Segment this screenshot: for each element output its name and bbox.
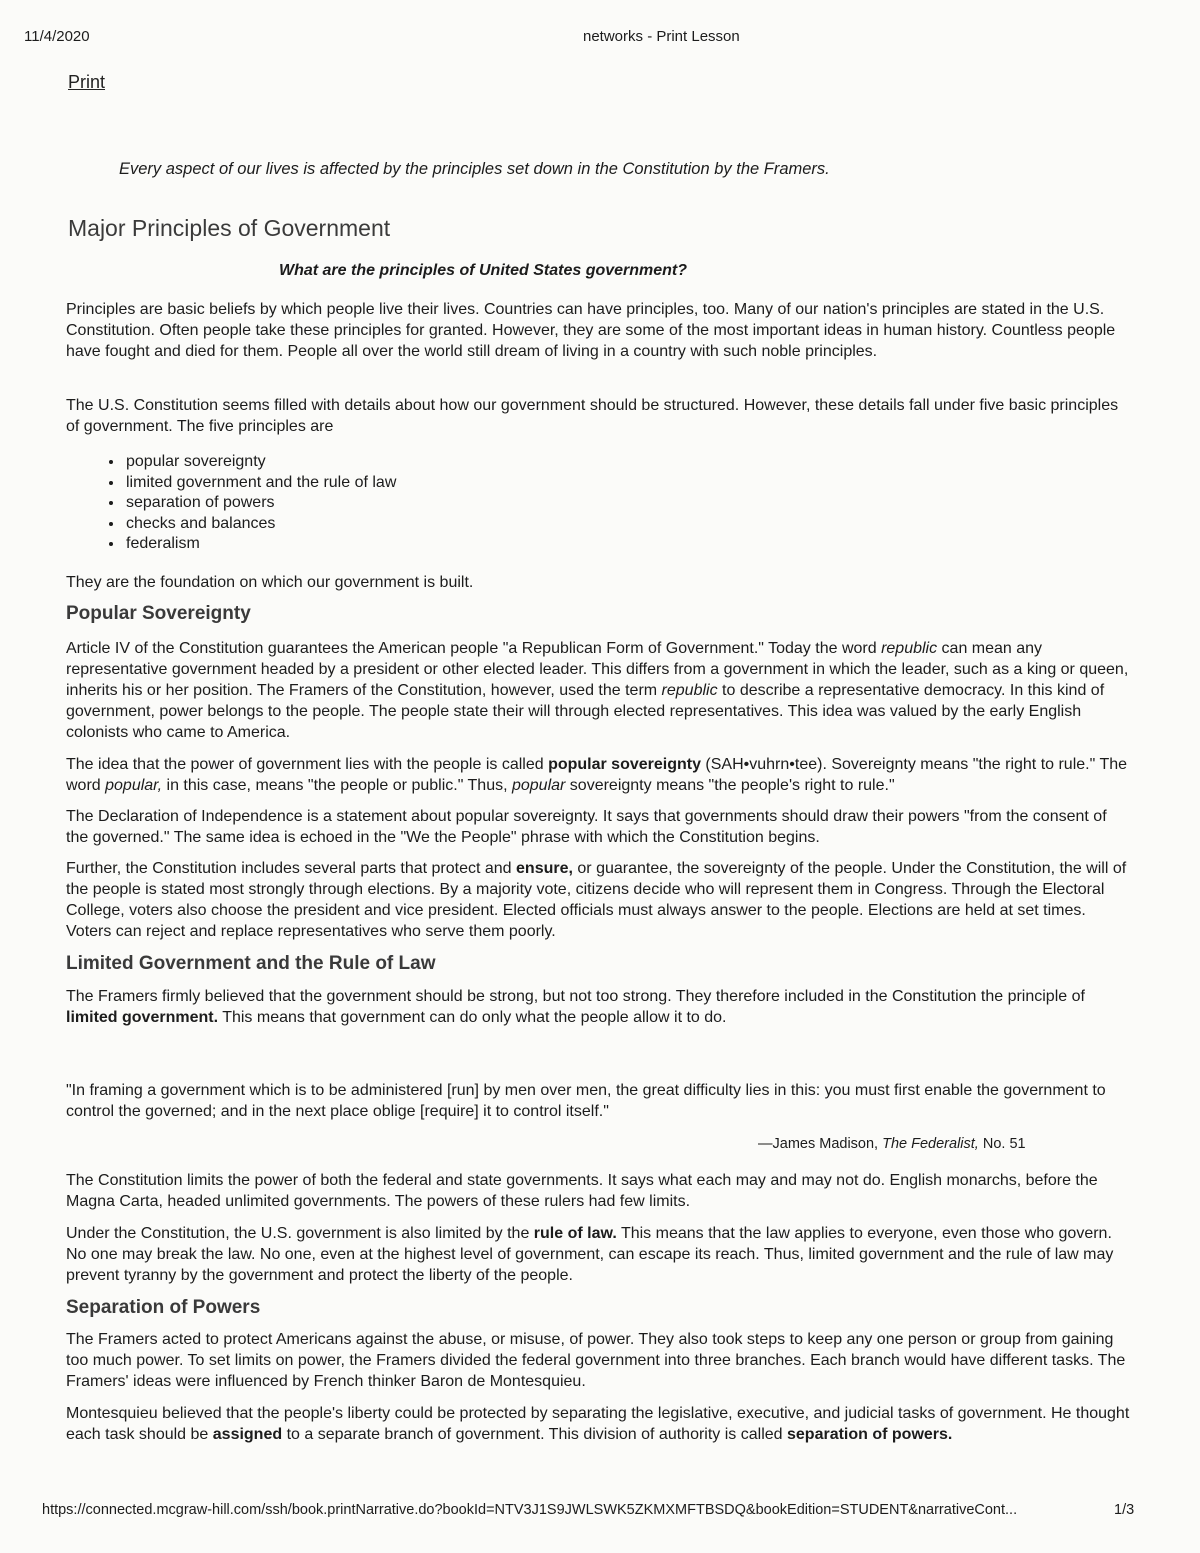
text-span: The Constitution limits the power of both the federal and state governments. It says what each may and may not do. English monarchs, before the Magna Carta, headed unlimited governments. The powers of these rulers had few limits. (66, 1172, 1098, 1210)
list-item: • checks and balances (124, 514, 1124, 535)
list-item: • limited government and the rule of law (124, 473, 1124, 494)
paragraph (66, 1223, 1130, 1286)
text-span: The Declaration of Independence is a statement about popular sovereignty. It says that governments should draw their powers "from the consent of the governed." The same idea is echoed in the "We the People" phrase with which the Constitution begins. (66, 808, 1107, 846)
term-separation-of-powers: separation of powers. (787, 1426, 953, 1443)
heading-limited-government: Limited Government and the Rule of Law (66, 953, 436, 974)
list-item: • popular sovereignty (124, 452, 1124, 473)
text-span: to a separate branch of government. This division of authority is called (282, 1426, 787, 1443)
text-span: Under the Constitution, the U.S. government is also limited by the (66, 1225, 534, 1242)
text-span: republic (661, 682, 718, 699)
quote-text: "In framing a government which is to be administered [run] by men over men, the great difficulty lies in this: you must first enable the government to control the governed; and in the next place oblige [require] it to control itself." (66, 1082, 1106, 1120)
section-title: Major Principles of Government (68, 215, 391, 241)
principles-intro-2 (66, 395, 1130, 437)
text-span: This means that the law applies to everyone, even those who govern. No one may break the law. No one, even at the highest level of government, can escape its reach. Thus, limited government and the rule of law may prevent tyranny by the government and protect the liberty of the people. (66, 1225, 1114, 1284)
text-span: (SAH•vuhrn•tee). Sovereignty means "the right to rule." The word (66, 756, 1128, 794)
intro-sentence: Every aspect of our lives is affected by the principles set down in the Constitution by the Framers. (119, 160, 830, 178)
text-span: No. 51 (978, 1136, 1026, 1152)
page-header-title: networks - Print Lesson (583, 28, 740, 45)
text-span: sovereignty means "the people's right to rule." (565, 777, 895, 794)
print-link[interactable]: Print (68, 72, 106, 92)
paragraph (66, 1329, 1130, 1392)
text-span: The Federalist, (882, 1136, 979, 1152)
text-span: can mean any representative government headed by a president or other elected leader. This differs from a government in which the leader, such as a king or queen, inherits his or her position. The Framers of the Constitution, however, used the term (66, 640, 1129, 699)
term-ensure: ensure, (516, 860, 573, 877)
quote-attribution (758, 1136, 1026, 1152)
madison-quote (66, 1080, 1130, 1122)
paragraph (66, 986, 1130, 1028)
guiding-question: What are the principles of United States government? (278, 262, 688, 279)
print-date: 11/4/2020 (24, 28, 90, 45)
text-span: Further, the Constitution includes several parts that protect and (66, 860, 517, 877)
footer-url: https://connected.mcgraw-hill.com/ssh/book.printNarrative.do?bookId=NTV3J1S9JWLSWK5ZKMXMFTBSDQ&bookEdition=STUDENT&narrativeCont... (42, 1502, 1018, 1518)
paragraph (66, 806, 1130, 848)
text-span: or guarantee, the sovereignty of the people. Under the Constitution, the will of the people is stated most strongly through elections. By a majority vote, citizens decide who will represent them in Congress. Through the Electoral College, voters also choose the president and vice president. Elected officials must always answer to the people. Elections are held at set times. Voters can reject and replace representatives who serve them poorly. (66, 860, 1127, 940)
principles-list (66, 452, 1124, 555)
text-span: The Framers firmly believed that the government should be strong, but not too strong. They therefore included in the Constitution the principle of (66, 988, 1085, 1005)
paragraph (66, 754, 1130, 796)
list-item: • federalism (124, 534, 1124, 555)
paragraph (66, 1403, 1130, 1445)
paragraph: The U.S. Constitution seems filled with details about how our government should be structured. However, these details fall under five basic principles of government. The five principles are (66, 397, 1119, 435)
foundation-sentence: They are the foundation on which our government is built. (66, 574, 474, 591)
heading-popular-sovereignty: Popular Sovereignty (66, 603, 251, 624)
heading-separation-of-powers: Separation of Powers (66, 1297, 261, 1318)
text-span: popular (511, 777, 566, 794)
text-span: Montesquieu believed that the people's liberty could be protected by separating the legislative, executive, and judicial tasks of government. He thought each task should be (66, 1405, 1130, 1443)
text-span: —James Madison, (758, 1136, 883, 1152)
text-span: The idea that the power of government lies with the people is called (66, 756, 549, 773)
paragraph (66, 1170, 1130, 1212)
term-popular-sovereignty: popular sovereignty (548, 756, 701, 773)
text-span: Article IV of the Constitution guarantees the American people "a Republican Form of Government." Today the word (66, 640, 882, 657)
paragraph (66, 638, 1130, 743)
term-rule-of-law: rule of law. (533, 1225, 617, 1242)
page-number: 1/3 (1114, 1502, 1135, 1518)
term-assigned: assigned (212, 1426, 283, 1443)
text-span: popular, (105, 777, 163, 794)
text-span: This means that government can do only what the people allow it to do. (218, 1009, 727, 1026)
term-limited-government: limited government. (66, 1009, 219, 1026)
text-span: republic (881, 640, 938, 657)
text-span: The Framers acted to protect Americans against the abuse, or misuse, of power. They also took steps to keep any one person or group from gaining too much power. To set limits on power, the Framers divided the federal government into three branches. Each branch would have different tasks. The Framers' ideas were influenced by French thinker Baron de Montesquieu. (66, 1331, 1126, 1390)
list-item: • separation of powers (124, 493, 1124, 514)
text-span: in this case, means "the people or public." Thus, (162, 777, 512, 794)
paragraph (66, 858, 1130, 942)
principles-intro (66, 299, 1130, 362)
text-span: to describe a representative democracy. In this kind of government, power belongs to the people. The people state their will through elected representatives. This idea was valued by the early English colonists who came to America. (66, 682, 1105, 741)
paragraph: Principles are basic beliefs by which people live their lives. Countries can have principles, too. Many of our nation's principles are stated in the U.S. Constitution. Often people take these principles for granted. However, they are some of the most important ideas in human history. Countless people have fought and died for them. People all over the world still dream of living in a country with such noble principles. (66, 301, 1116, 360)
